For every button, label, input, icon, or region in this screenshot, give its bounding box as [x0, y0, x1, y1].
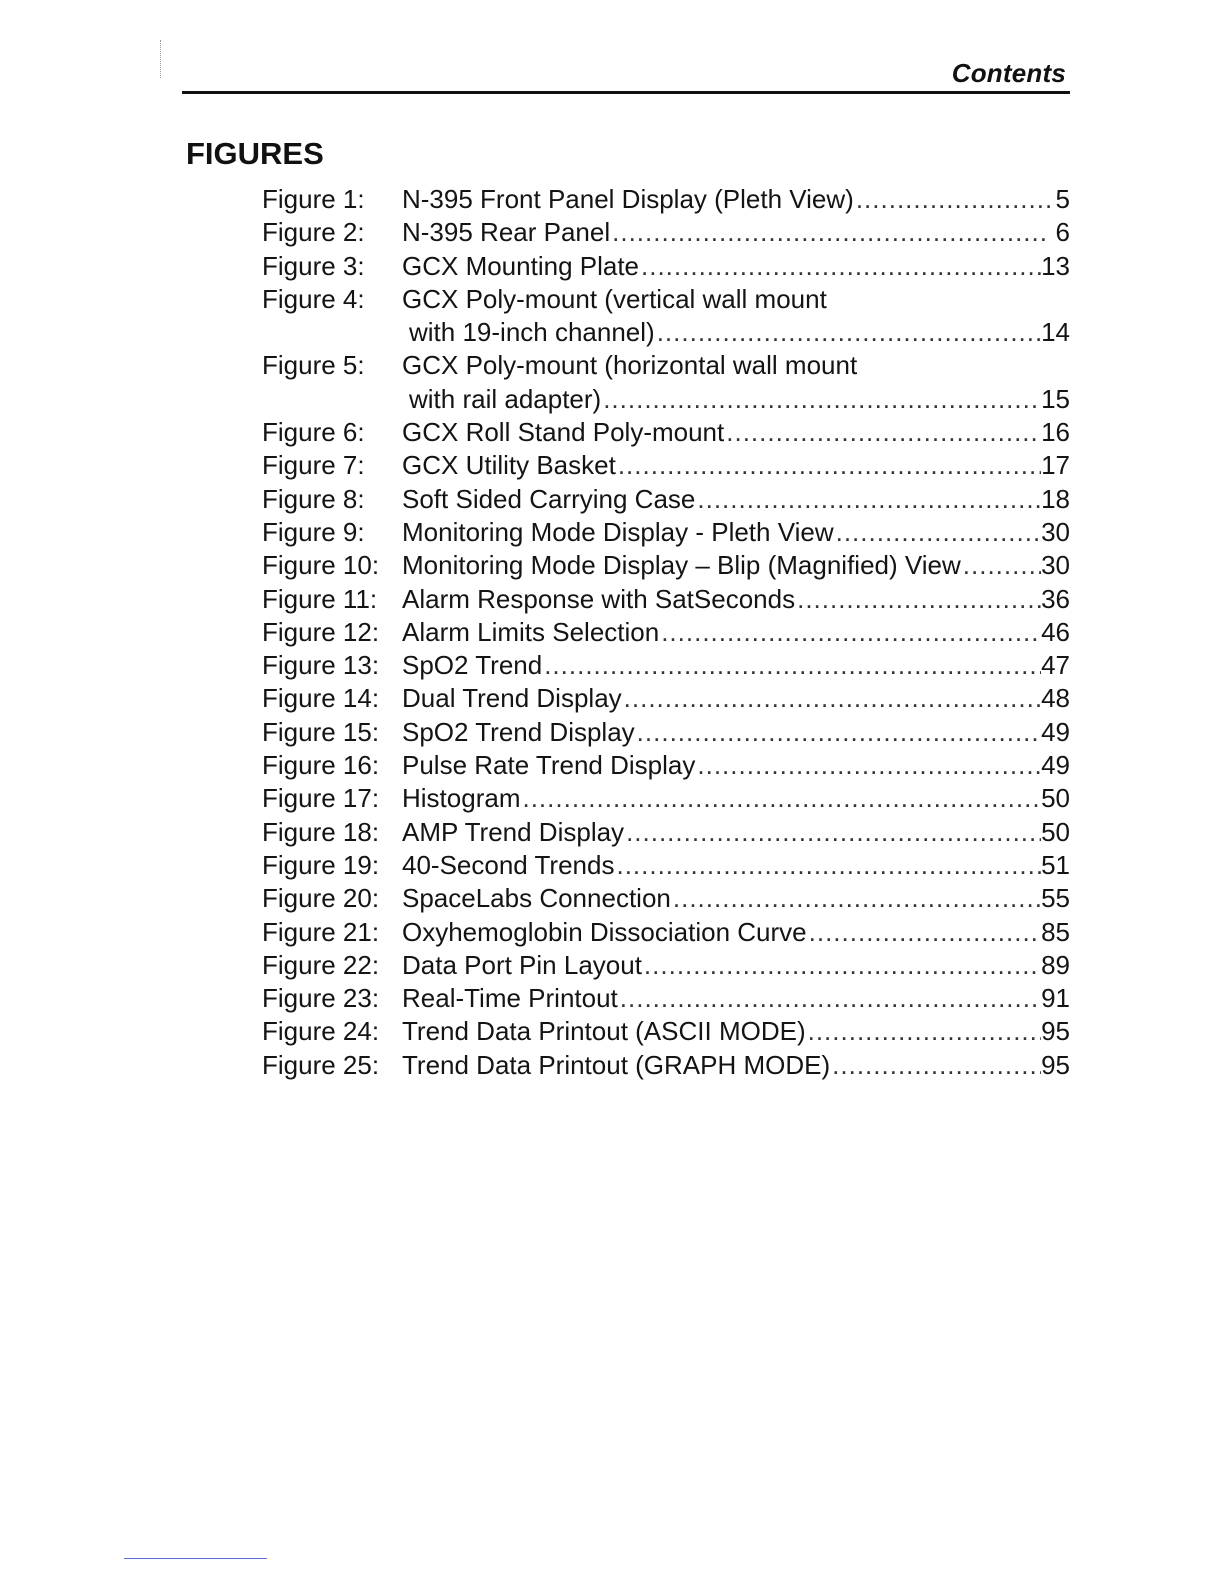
toc-entry[interactable] [262, 982, 1070, 1015]
figure-label: Figure 5: [262, 350, 365, 381]
figure-title-line [402, 216, 1070, 249]
figure-title-line [402, 1015, 1070, 1048]
toc-entry[interactable] [262, 616, 1070, 649]
figure-label: Figure 22: [262, 949, 380, 980]
figure-title-block [402, 483, 1070, 516]
page-number: 51 [1041, 849, 1070, 880]
figure-title-block [402, 982, 1070, 1015]
figure-title: Soft Sided Carrying Case [402, 483, 696, 514]
dot-leader [854, 183, 1050, 216]
footnote-rule [124, 1558, 267, 1559]
figure-title: Oxyhemoglobin Dissociation Curve [402, 916, 807, 947]
margin-marks [160, 40, 162, 78]
figure-title-block [402, 616, 1070, 649]
toc-entry[interactable] [262, 816, 1070, 849]
page-number: 50 [1041, 816, 1070, 847]
toc-entry[interactable] [262, 949, 1070, 982]
toc-entry[interactable] [262, 416, 1070, 449]
figure-title: Trend Data Printout (GRAPH MODE) [402, 1049, 831, 1080]
dot-leader [724, 416, 1041, 449]
dot-leader [807, 916, 1041, 949]
figure-title-line [402, 583, 1070, 616]
section-title: FIGURES [186, 136, 324, 171]
figure-title: Dual Trend Display [402, 683, 622, 714]
figure-title: GCX Mounting Plate [402, 250, 640, 281]
figure-title: with 19-inch channel) [409, 317, 655, 348]
figure-title-line [402, 849, 1070, 882]
figure-title-line [402, 349, 1070, 382]
figure-title-block [402, 449, 1070, 482]
figure-title-block [402, 782, 1070, 815]
dot-leader [639, 250, 1041, 283]
figure-label: Figure 2: [262, 217, 365, 248]
figure-title-block [402, 349, 1070, 416]
page-number: 17 [1041, 450, 1070, 481]
page-number: 91 [1041, 983, 1070, 1014]
figure-label: Figure 14: [262, 683, 380, 714]
toc-entry[interactable] [262, 782, 1070, 815]
figure-title-block [402, 549, 1070, 582]
figure-label: Figure 8: [262, 483, 365, 514]
figure-title-line [402, 549, 1070, 582]
figure-title: 40-Second Trends [402, 849, 615, 880]
figure-title-block [402, 216, 1070, 249]
page-number: 36 [1041, 583, 1070, 614]
figure-title: SpO2 Trend [402, 650, 543, 681]
page-number: 48 [1041, 683, 1070, 714]
figure-title-line [402, 283, 1070, 316]
toc-entry[interactable] [262, 682, 1070, 715]
header-rule [182, 91, 1070, 94]
figure-label: Figure 12: [262, 616, 380, 647]
figure-title-line [402, 716, 1070, 749]
dot-leader [635, 716, 1041, 749]
figure-title-block [402, 816, 1070, 849]
figure-label: Figure 15: [262, 716, 380, 747]
toc-entry[interactable] [262, 882, 1070, 915]
figure-label: Figure 21: [262, 916, 380, 947]
toc-entry[interactable] [262, 849, 1070, 882]
figure-title-block [402, 649, 1070, 682]
figure-title-block [402, 882, 1070, 915]
figure-title-line [402, 416, 1070, 449]
figure-title-block [402, 1015, 1070, 1048]
toc-entry[interactable] [262, 283, 1070, 350]
figure-title-line [402, 649, 1070, 682]
page-number: 50 [1041, 783, 1070, 814]
figure-title-line [402, 1049, 1070, 1082]
figure-title-line [402, 949, 1070, 982]
figure-label: Figure 19: [262, 849, 380, 880]
figure-title-line [402, 516, 1070, 549]
page-number: 95 [1041, 1049, 1070, 1080]
figure-label: Figure 1: [262, 184, 365, 214]
dot-leader [830, 1049, 1041, 1082]
toc-entry[interactable] [262, 1049, 1070, 1082]
figure-title-line [402, 982, 1070, 1015]
dot-leader [601, 383, 1041, 416]
figure-title-block [402, 183, 1070, 216]
dot-leader [616, 449, 1041, 482]
figure-label: Figure 13: [262, 650, 380, 681]
figure-label: Figure 24: [262, 1016, 380, 1047]
toc-entry[interactable] [262, 749, 1070, 782]
figure-title: Trend Data Printout (ASCII MODE) [402, 1016, 806, 1047]
page-number: 13 [1041, 250, 1070, 281]
toc-entry[interactable] [262, 916, 1070, 949]
figure-label: Figure 16: [262, 750, 380, 781]
toc-entry[interactable] [262, 549, 1070, 582]
dot-leader [614, 849, 1041, 882]
figure-title: Monitoring Mode Display – Blip (Magnified) View [402, 550, 961, 581]
dot-leader [542, 649, 1041, 682]
page-number: 6 [1055, 217, 1070, 248]
page-number: 15 [1041, 383, 1070, 414]
toc-entry[interactable] [262, 649, 1070, 682]
toc-entry[interactable] [262, 483, 1070, 516]
figure-title: Data Port Pin Layout [402, 949, 642, 980]
figure-title-line [402, 816, 1070, 849]
figure-label: Figure 18: [262, 816, 380, 847]
dot-leader [610, 216, 1050, 249]
figure-title: GCX Utility Basket [402, 450, 616, 481]
figure-label: Figure 11: [262, 583, 378, 614]
toc-entry[interactable] [262, 1015, 1070, 1048]
figure-title-block [402, 716, 1070, 749]
toc-entry[interactable] [262, 183, 1070, 216]
page-number: 47 [1041, 650, 1070, 681]
figure-title-block [402, 516, 1070, 549]
figure-title-line [402, 782, 1070, 815]
figure-title-continuation [402, 316, 1070, 349]
figure-title: with rail adapter) [409, 383, 602, 414]
toc-entry[interactable] [262, 449, 1070, 482]
dot-leader [961, 549, 1041, 582]
page-number: 16 [1041, 417, 1070, 448]
figure-title: Pulse Rate Trend Display [402, 750, 696, 781]
figure-title-line [402, 749, 1070, 782]
figure-title-line [402, 916, 1070, 949]
figure-label: Figure 23: [262, 983, 380, 1014]
dot-leader [624, 816, 1041, 849]
figure-label: Figure 25: [262, 1049, 380, 1080]
figure-label: Figure 6: [262, 417, 365, 448]
dot-leader [671, 882, 1041, 915]
figure-title-block [402, 283, 1070, 350]
page-number: 30 [1041, 516, 1070, 547]
toc-entry[interactable] [262, 516, 1070, 549]
figure-title-line [402, 682, 1070, 715]
figure-title-block [402, 250, 1070, 283]
page-number: 49 [1041, 716, 1070, 747]
toc-entry[interactable] [262, 583, 1070, 616]
page-number: 95 [1041, 1016, 1070, 1047]
figure-title-block [402, 416, 1070, 449]
figure-title: GCX Poly-mount (horizontal wall mount [402, 350, 858, 381]
figure-label: Figure 4: [262, 283, 365, 314]
figure-title: AMP Trend Display [402, 816, 625, 847]
dot-leader [695, 483, 1041, 516]
dot-leader [834, 516, 1041, 549]
figure-title-line [402, 183, 1070, 216]
page-number: 18 [1041, 483, 1070, 514]
figure-label: Figure 20: [262, 883, 380, 914]
dot-leader [520, 782, 1041, 815]
page-number: 89 [1041, 949, 1070, 980]
figure-label: Figure 10: [262, 550, 380, 581]
dot-leader [622, 682, 1041, 715]
figure-title: GCX Roll Stand Poly-mount [402, 417, 725, 448]
toc-entry[interactable] [262, 716, 1070, 749]
dot-leader [642, 949, 1041, 982]
page-number: 55 [1041, 883, 1070, 914]
figure-label: Figure 9: [262, 516, 365, 547]
page-number: 30 [1041, 550, 1070, 581]
figure-label: Figure 17: [262, 783, 380, 814]
figure-title: Alarm Limits Selection [402, 616, 660, 647]
toc-entry[interactable] [262, 216, 1070, 249]
figure-title-line [402, 250, 1070, 283]
dot-leader [618, 982, 1041, 1015]
dot-leader [795, 583, 1041, 616]
figure-title-continuation [402, 383, 1070, 416]
figure-title: SpaceLabs Connection [402, 883, 671, 914]
figure-title-block [402, 583, 1070, 616]
page-number: 85 [1041, 916, 1070, 947]
dot-leader [655, 316, 1041, 349]
figure-title-block [402, 1049, 1070, 1082]
figure-title-block [402, 949, 1070, 982]
figures-list [262, 183, 1070, 1082]
figure-title: Real-Time Printout [402, 983, 618, 1014]
running-header-title: Contents [951, 58, 1066, 88]
figure-title: SpO2 Trend Display [402, 716, 635, 747]
figure-title: Alarm Response with SatSeconds [402, 583, 796, 614]
page-number: 14 [1041, 317, 1070, 348]
figure-title-line [402, 882, 1070, 915]
figure-title-block [402, 749, 1070, 782]
dot-leader [659, 616, 1041, 649]
figure-title-block [402, 849, 1070, 882]
figure-title-line [402, 449, 1070, 482]
figure-title: N-395 Rear Panel [402, 217, 611, 248]
page-number: 46 [1041, 616, 1070, 647]
figure-title: Monitoring Mode Display - Pleth View [402, 516, 834, 547]
toc-entry[interactable] [262, 250, 1070, 283]
figure-title: N-395 Front Panel Display (Pleth View) [402, 184, 854, 214]
dot-leader [806, 1015, 1041, 1048]
figure-title-block [402, 682, 1070, 715]
figure-title: GCX Poly-mount (vertical wall mount [402, 283, 827, 314]
figure-title-block [402, 916, 1070, 949]
page-number: 5 [1055, 184, 1070, 214]
figure-title: Histogram [402, 783, 521, 814]
figure-title-line [402, 483, 1070, 516]
figure-label: Figure 7: [262, 450, 365, 481]
toc-entry[interactable] [262, 349, 1070, 416]
page-number: 49 [1041, 750, 1070, 781]
figure-title-line [402, 616, 1070, 649]
figure-label: Figure 3: [262, 250, 365, 281]
dot-leader [695, 749, 1041, 782]
